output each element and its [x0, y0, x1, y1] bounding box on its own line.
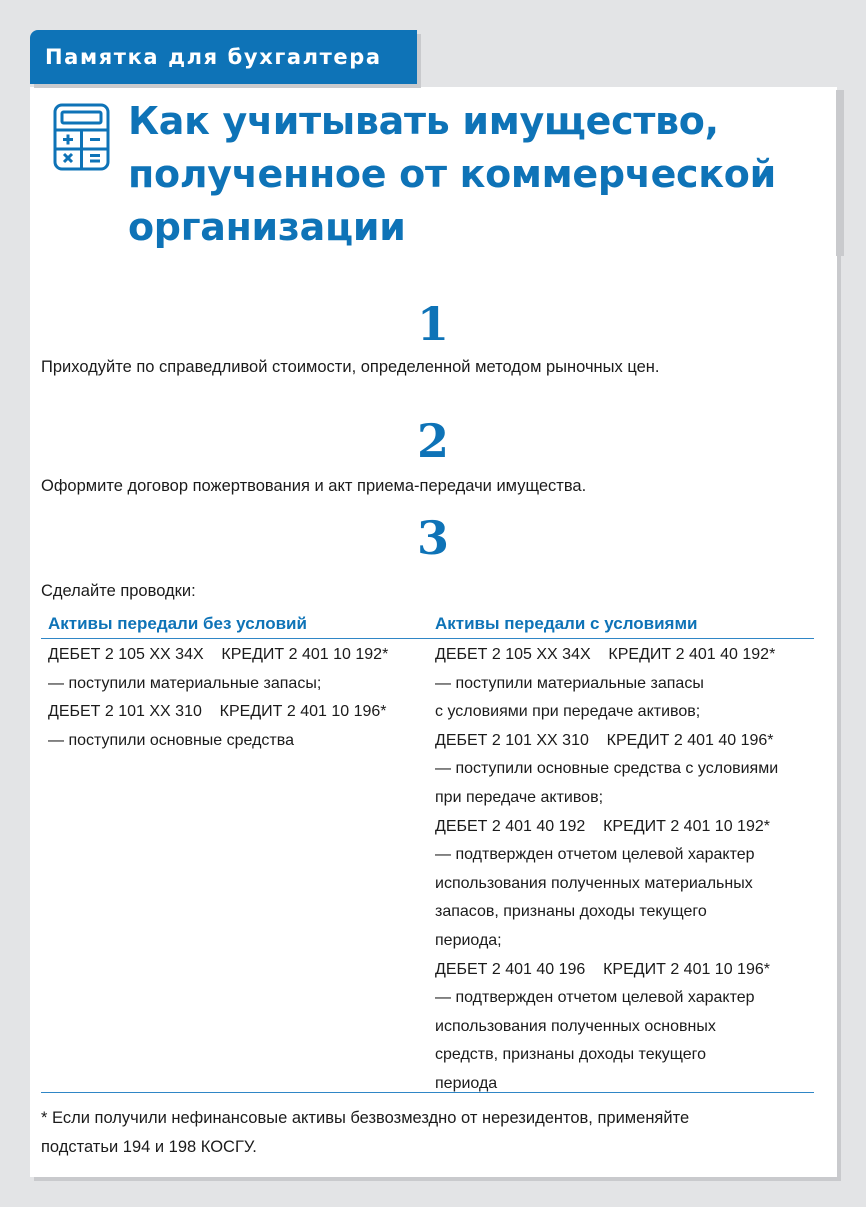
table-bottom-rule [41, 1092, 814, 1093]
table-line: ДЕБЕТ 2 105 ХХ 34Х КРЕДИТ 2 401 40 192* [435, 646, 776, 663]
title-line: полученное от коммерческой [128, 152, 776, 196]
calculator-icon [53, 103, 110, 171]
table-line: ДЕБЕТ 2 401 40 196 КРЕДИТ 2 401 10 196* [435, 960, 770, 978]
table-line: запасов, признаны доходы текущего [435, 903, 707, 921]
table-line: использования полученных материальных [435, 874, 753, 892]
step-text-2: Оформите договор пожертвования и акт приема-передачи имущества. [41, 477, 587, 495]
category-badge: Памятка для бухгалтера [30, 30, 417, 84]
left-column-header: Активы передали без условий [48, 614, 307, 633]
right-column [435, 641, 778, 1099]
left-column [48, 641, 388, 755]
table-line: с условиями при передаче активов; [435, 703, 701, 721]
table-line: средств, признаны доходы текущего [435, 1046, 707, 1064]
step-number-3: 3 [416, 511, 449, 565]
table-line: ДЕБЕТ 2 401 40 192 КРЕДИТ 2 401 10 192* [435, 817, 770, 835]
table-line: периода [435, 1074, 498, 1092]
footnote [41, 1104, 801, 1162]
step-number-1: 1 [416, 297, 449, 351]
table-line: — поступили основные средства с условиями [435, 760, 779, 778]
header-shadow [836, 90, 844, 256]
table-line: ДЕБЕТ 2 101 ХХ 310 КРЕДИТ 2 401 10 196* [48, 703, 387, 721]
footnote-line: подстатьи 194 и 198 КОСГУ. [41, 1138, 257, 1156]
page-title [128, 95, 828, 254]
table-line: ДЕБЕТ 2 101 ХХ 310 КРЕДИТ 2 401 40 196* [435, 731, 774, 749]
table-line: — поступили материальные запасы [435, 674, 704, 692]
table-line: — поступили основные средства [48, 731, 294, 749]
table-line: использования полученных основных [435, 1017, 716, 1035]
table-top-rule [41, 638, 814, 639]
step-number-2: 2 [416, 414, 449, 468]
step-text-1: Приходуйте по справедливой стоимости, определенной методом рыночных цен. [41, 358, 660, 376]
step-text-3: Сделайте проводки: [41, 582, 196, 600]
right-column-header: Активы передали с условиями [435, 614, 698, 633]
table-line: ДЕБЕТ 2 105 ХХ 34Х КРЕДИТ 2 401 10 192* [48, 646, 389, 663]
title-line: организации [128, 205, 406, 249]
title-line: Как учитывать имущество, [128, 99, 719, 143]
table-line: — подтвержден отчетом целевой характер [435, 989, 755, 1007]
footnote-line: * Если получили нефинансовые активы безвозмездно от нерезидентов, применяйте [41, 1109, 690, 1127]
table-line: — поступили материальные запасы; [48, 674, 322, 692]
table-line: при передаче активов; [435, 788, 604, 806]
table-line: — подтвержден отчетом целевой характер [435, 846, 755, 864]
table-line: периода; [435, 931, 502, 949]
